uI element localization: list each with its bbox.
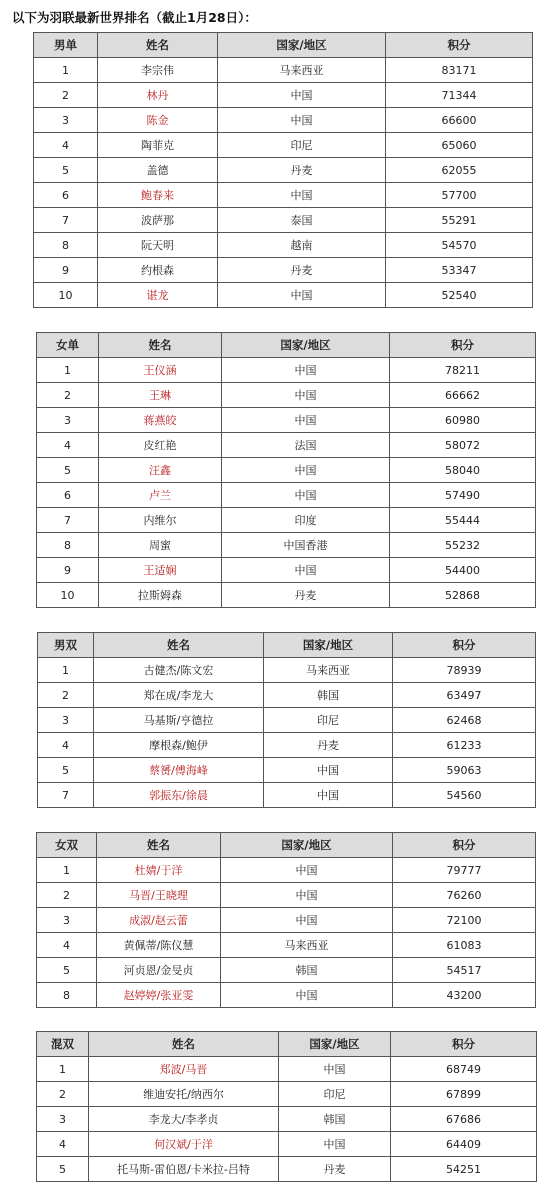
table-row — [34, 133, 533, 158]
player-name-cell: 何汉斌/于洋 — [89, 1132, 279, 1157]
table-row — [37, 908, 536, 933]
player-name-cell: 约根森 — [98, 258, 218, 283]
points-cell: 62055 — [386, 158, 533, 183]
country-cell: 中国 — [218, 183, 386, 208]
points-cell: 54251 — [391, 1157, 537, 1182]
player-name-cell: 谌龙 — [98, 283, 218, 308]
player-name-cell: 鲍春来 — [98, 183, 218, 208]
table-row — [37, 1057, 537, 1082]
table-row — [34, 58, 533, 83]
country-cell: 中国 — [264, 758, 393, 783]
rank-cell: 4 — [38, 733, 94, 758]
country-cell: 丹麦 — [264, 733, 393, 758]
country-cell: 中国 — [221, 883, 393, 908]
table-row — [37, 533, 536, 558]
mixed-doubles-table — [36, 1031, 537, 1182]
table-row — [37, 558, 536, 583]
rank-cell: 5 — [38, 758, 94, 783]
points-cell: 67686 — [391, 1107, 537, 1132]
player-name-cell: 赵婷婷/张亚雯 — [97, 983, 221, 1008]
rank-cell: 7 — [34, 208, 98, 233]
rank-cell: 1 — [34, 58, 98, 83]
table-row — [37, 358, 536, 383]
table-row — [37, 1132, 537, 1157]
table-row — [34, 158, 533, 183]
player-name-cell: 周蜜 — [99, 533, 222, 558]
points-cell: 52540 — [386, 283, 533, 308]
player-name-cell: 汪鑫 — [99, 458, 222, 483]
rank-cell: 8 — [37, 533, 99, 558]
country-header: 国家/地区 — [264, 633, 393, 658]
womens-singles-table — [36, 332, 536, 608]
table-row — [38, 733, 536, 758]
country-cell: 中国 — [221, 908, 393, 933]
rank-cell: 3 — [37, 408, 99, 433]
country-cell: 马来西亚 — [221, 933, 393, 958]
table-row — [38, 683, 536, 708]
points-cell: 79777 — [393, 858, 536, 883]
category-header: 混双 — [37, 1032, 89, 1057]
rank-cell: 3 — [37, 1107, 89, 1132]
player-name-cell: 皮红艳 — [99, 433, 222, 458]
table-row — [34, 258, 533, 283]
country-cell: 中国 — [221, 858, 393, 883]
points-cell: 76260 — [393, 883, 536, 908]
points-cell: 54560 — [393, 783, 536, 808]
rank-cell: 9 — [34, 258, 98, 283]
country-header: 国家/地区 — [221, 833, 393, 858]
rank-cell: 2 — [38, 683, 94, 708]
rank-cell: 4 — [37, 933, 97, 958]
player-name-cell: 郑波/马晋 — [89, 1057, 279, 1082]
rank-cell: 5 — [34, 158, 98, 183]
player-name-cell: 蒋燕皎 — [99, 408, 222, 433]
points-header: 积分 — [393, 633, 536, 658]
player-name-cell: 阮天明 — [98, 233, 218, 258]
table-row — [38, 708, 536, 733]
country-cell: 马来西亚 — [218, 58, 386, 83]
player-name-cell: 蔡赟/傅海峰 — [94, 758, 264, 783]
points-header: 积分 — [393, 833, 536, 858]
table-row — [38, 658, 536, 683]
rank-cell: 2 — [37, 883, 97, 908]
category-header: 男单 — [34, 33, 98, 58]
rank-cell: 5 — [37, 1157, 89, 1182]
country-cell: 中国 — [222, 358, 390, 383]
country-cell: 中国 — [221, 983, 393, 1008]
player-name-cell: 杜婧/于洋 — [97, 858, 221, 883]
rank-cell: 4 — [37, 1132, 89, 1157]
player-name-cell: 林丹 — [98, 83, 218, 108]
points-cell: 55232 — [390, 533, 536, 558]
country-cell: 中国 — [218, 108, 386, 133]
points-cell: 68749 — [391, 1057, 537, 1082]
country-cell: 丹麦 — [279, 1157, 391, 1182]
player-name-cell: 古健杰/陈文宏 — [94, 658, 264, 683]
country-cell: 韩国 — [264, 683, 393, 708]
table-row — [37, 483, 536, 508]
name-header: 姓名 — [89, 1032, 279, 1057]
points-cell: 59063 — [393, 758, 536, 783]
points-cell: 66662 — [390, 383, 536, 408]
player-name-cell: 王琳 — [99, 383, 222, 408]
name-header: 姓名 — [94, 633, 264, 658]
points-cell: 58040 — [390, 458, 536, 483]
points-cell: 61083 — [393, 933, 536, 958]
player-name-cell: 卢兰 — [99, 483, 222, 508]
points-cell: 54570 — [386, 233, 533, 258]
rank-cell: 7 — [38, 783, 94, 808]
table-row — [37, 958, 536, 983]
points-cell: 67899 — [391, 1082, 537, 1107]
table-row — [37, 883, 536, 908]
table-row — [38, 783, 536, 808]
table-row — [37, 1157, 537, 1182]
table-row — [37, 583, 536, 608]
country-cell: 中国 — [218, 283, 386, 308]
country-cell: 法国 — [222, 433, 390, 458]
rank-cell: 3 — [37, 908, 97, 933]
category-header: 男双 — [38, 633, 94, 658]
category-header: 女双 — [37, 833, 97, 858]
player-name-cell: 郭振东/徐晨 — [94, 783, 264, 808]
player-name-cell: 波萨那 — [98, 208, 218, 233]
table-header-row — [37, 333, 536, 358]
points-cell: 55291 — [386, 208, 533, 233]
table-row — [37, 933, 536, 958]
table-header-row — [38, 633, 536, 658]
table-row — [38, 758, 536, 783]
table-row — [37, 433, 536, 458]
womens-doubles-table — [36, 832, 536, 1008]
country-cell: 泰国 — [218, 208, 386, 233]
country-cell: 韩国 — [279, 1107, 391, 1132]
table-row — [37, 508, 536, 533]
name-header: 姓名 — [97, 833, 221, 858]
country-header: 国家/地区 — [218, 33, 386, 58]
country-cell: 越南 — [218, 233, 386, 258]
player-name-cell: 马晋/王晓理 — [97, 883, 221, 908]
points-cell: 78939 — [393, 658, 536, 683]
table-row — [34, 83, 533, 108]
rank-cell: 6 — [37, 483, 99, 508]
table-row — [34, 233, 533, 258]
country-cell: 印尼 — [264, 708, 393, 733]
points-cell: 63497 — [393, 683, 536, 708]
player-name-cell: 摩根森/鲍伊 — [94, 733, 264, 758]
points-cell: 65060 — [386, 133, 533, 158]
table-row — [37, 858, 536, 883]
points-cell: 60980 — [390, 408, 536, 433]
player-name-cell: 成淑/赵云蕾 — [97, 908, 221, 933]
rank-cell: 5 — [37, 958, 97, 983]
points-cell: 78211 — [390, 358, 536, 383]
rank-cell: 7 — [37, 508, 99, 533]
table-row — [37, 1107, 537, 1132]
rank-cell: 2 — [37, 383, 99, 408]
player-name-cell: 托马斯-雷伯恩/卡米拉-吕特 — [89, 1157, 279, 1182]
country-header: 国家/地区 — [279, 1032, 391, 1057]
table-row — [37, 458, 536, 483]
rank-cell: 2 — [34, 83, 98, 108]
points-cell: 54400 — [390, 558, 536, 583]
player-name-cell: 李龙大/李孝贞 — [89, 1107, 279, 1132]
points-cell: 52868 — [390, 583, 536, 608]
points-cell: 53347 — [386, 258, 533, 283]
category-header: 女单 — [37, 333, 99, 358]
country-cell: 中国 — [222, 458, 390, 483]
country-cell: 中国香港 — [222, 533, 390, 558]
player-name-cell: 王仪涵 — [99, 358, 222, 383]
country-cell: 中国 — [279, 1132, 391, 1157]
rank-cell: 6 — [34, 183, 98, 208]
points-cell: 83171 — [386, 58, 533, 83]
rank-cell: 4 — [37, 433, 99, 458]
points-cell: 57490 — [390, 483, 536, 508]
table-header-row — [37, 833, 536, 858]
table-row — [34, 183, 533, 208]
country-cell: 印尼 — [279, 1082, 391, 1107]
page-heading: 以下为羽联最新世界排名（截止1月28日）： — [12, 10, 257, 25]
table-row — [37, 408, 536, 433]
rank-cell: 4 — [34, 133, 98, 158]
points-cell: 55444 — [390, 508, 536, 533]
rank-cell: 9 — [37, 558, 99, 583]
table-row — [37, 983, 536, 1008]
player-name-cell: 李宗伟 — [98, 58, 218, 83]
table-header-row — [37, 1032, 537, 1057]
points-header: 积分 — [391, 1032, 537, 1057]
table-row — [34, 283, 533, 308]
name-header: 姓名 — [99, 333, 222, 358]
rank-cell: 10 — [34, 283, 98, 308]
points-cell: 61233 — [393, 733, 536, 758]
rank-cell: 10 — [37, 583, 99, 608]
country-cell: 丹麦 — [222, 583, 390, 608]
points-cell: 58072 — [390, 433, 536, 458]
country-cell: 丹麦 — [218, 258, 386, 283]
table-row — [37, 1082, 537, 1107]
country-cell: 中国 — [264, 783, 393, 808]
player-name-cell: 拉斯姆森 — [99, 583, 222, 608]
points-cell: 57700 — [386, 183, 533, 208]
table-row — [37, 383, 536, 408]
player-name-cell: 盖德 — [98, 158, 218, 183]
country-cell: 中国 — [218, 83, 386, 108]
name-header: 姓名 — [98, 33, 218, 58]
points-cell: 71344 — [386, 83, 533, 108]
mens-singles-table — [33, 32, 533, 308]
player-name-cell: 马基斯/亨德拉 — [94, 708, 264, 733]
country-header: 国家/地区 — [222, 333, 390, 358]
country-cell: 中国 — [222, 408, 390, 433]
points-cell: 72100 — [393, 908, 536, 933]
player-name-cell: 陶菲克 — [98, 133, 218, 158]
player-name-cell: 内维尔 — [99, 508, 222, 533]
mens-doubles-table — [37, 632, 536, 808]
points-cell: 43200 — [393, 983, 536, 1008]
rank-cell: 3 — [34, 108, 98, 133]
player-name-cell: 王适娴 — [99, 558, 222, 583]
table-row — [34, 108, 533, 133]
table-row — [34, 208, 533, 233]
points-cell: 54517 — [393, 958, 536, 983]
rank-cell: 1 — [37, 1057, 89, 1082]
country-cell: 印度 — [222, 508, 390, 533]
table-header-row — [34, 33, 533, 58]
country-cell: 印尼 — [218, 133, 386, 158]
rank-cell: 1 — [37, 858, 97, 883]
rank-cell: 1 — [37, 358, 99, 383]
player-name-cell: 陈金 — [98, 108, 218, 133]
points-header: 积分 — [386, 33, 533, 58]
rank-cell: 1 — [38, 658, 94, 683]
country-cell: 中国 — [222, 558, 390, 583]
player-name-cell: 河贞恩/金旻贞 — [97, 958, 221, 983]
country-cell: 韩国 — [221, 958, 393, 983]
country-cell: 丹麦 — [218, 158, 386, 183]
rank-cell: 8 — [34, 233, 98, 258]
rank-cell: 8 — [37, 983, 97, 1008]
points-cell: 66600 — [386, 108, 533, 133]
rank-cell: 5 — [37, 458, 99, 483]
player-name-cell: 黄佩蒂/陈仪慧 — [97, 933, 221, 958]
country-cell: 马来西亚 — [264, 658, 393, 683]
points-cell: 64409 — [391, 1132, 537, 1157]
player-name-cell: 郑在成/李龙大 — [94, 683, 264, 708]
country-cell: 中国 — [279, 1057, 391, 1082]
rank-cell: 3 — [38, 708, 94, 733]
points-cell: 62468 — [393, 708, 536, 733]
rank-cell: 2 — [37, 1082, 89, 1107]
country-cell: 中国 — [222, 483, 390, 508]
player-name-cell: 维迪安托/纳西尔 — [89, 1082, 279, 1107]
country-cell: 中国 — [222, 383, 390, 408]
points-header: 积分 — [390, 333, 536, 358]
